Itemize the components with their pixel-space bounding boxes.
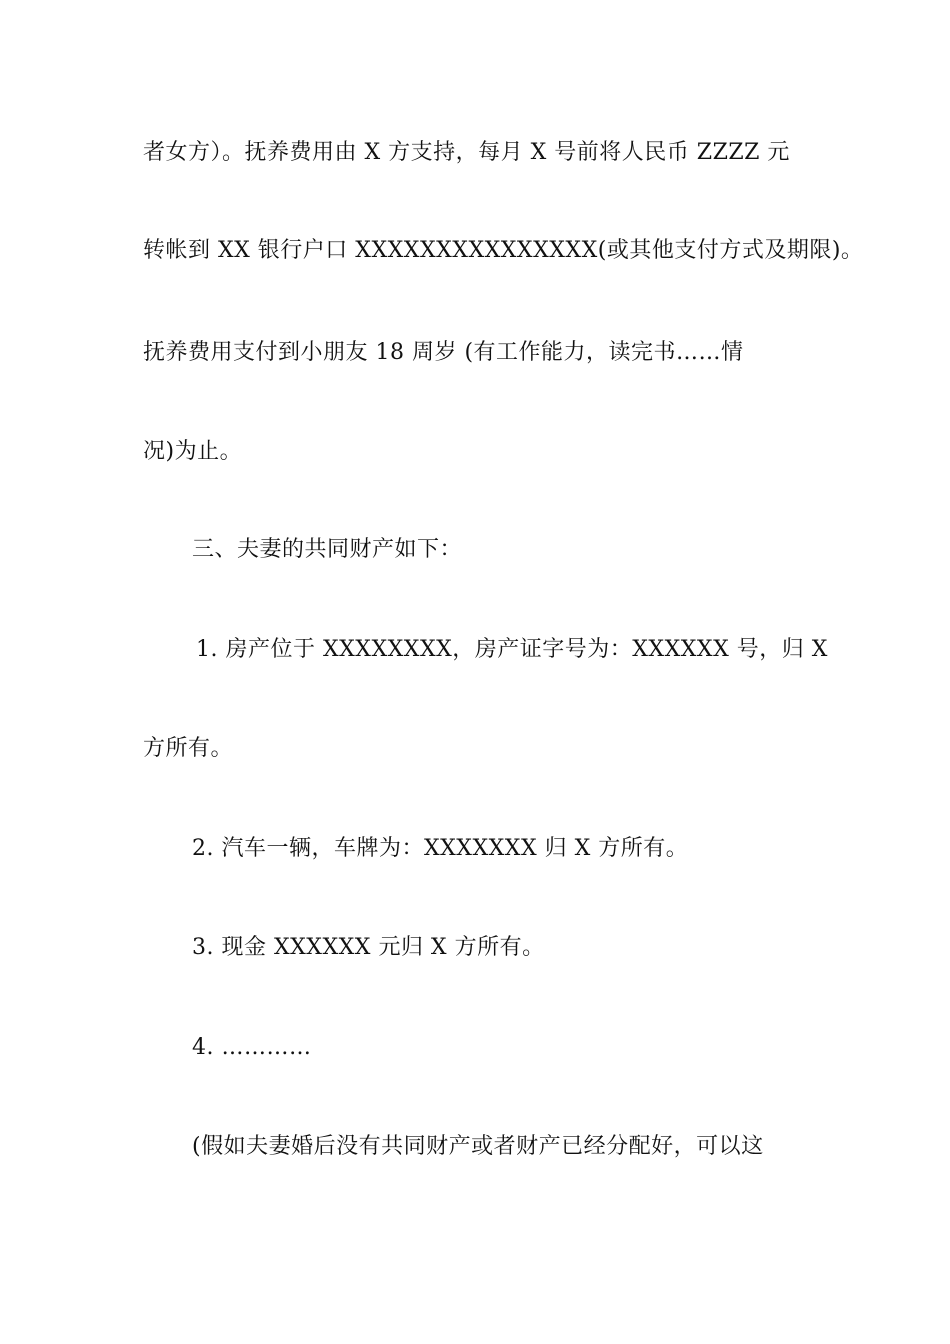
paragraph-line-3: 抚养费用支付到小朋友 18 周岁 (有工作能力，读完书……情 — [143, 340, 744, 365]
paragraph-line-1: 者女方）。抚养费用由 X 方支持，每月 X 号前将人民币 ZZZZ 元 — [143, 140, 790, 165]
list-item-1-line-2: 方所有。 — [143, 736, 234, 761]
list-item-4: 4. ………… — [192, 1035, 312, 1060]
list-item-2: 2. 汽车一辆，车牌为：XXXXXXX 归 X 方所有。 — [192, 836, 689, 861]
list-item-3: 3. 现金 XXXXXX 元归 X 方所有。 — [192, 935, 545, 960]
list-item-1-line-1: 1. 房产位于 XXXXXXXX，房产证字号为：XXXXXX 号，归 X — [196, 637, 828, 662]
paragraph-line-2: 转帐到 XX 银行户口 XXXXXXXXXXXXXXX(或其他支付方式及期限)。 — [143, 238, 864, 263]
section-heading-joint-property: 三、夫妻的共同财产如下： — [192, 537, 463, 562]
paragraph-line-4: 况)为止。 — [143, 439, 243, 464]
note-paragraph-line: (假如夫妻婚后没有共同财产或者财产已经分配好，可以这 — [192, 1134, 764, 1159]
